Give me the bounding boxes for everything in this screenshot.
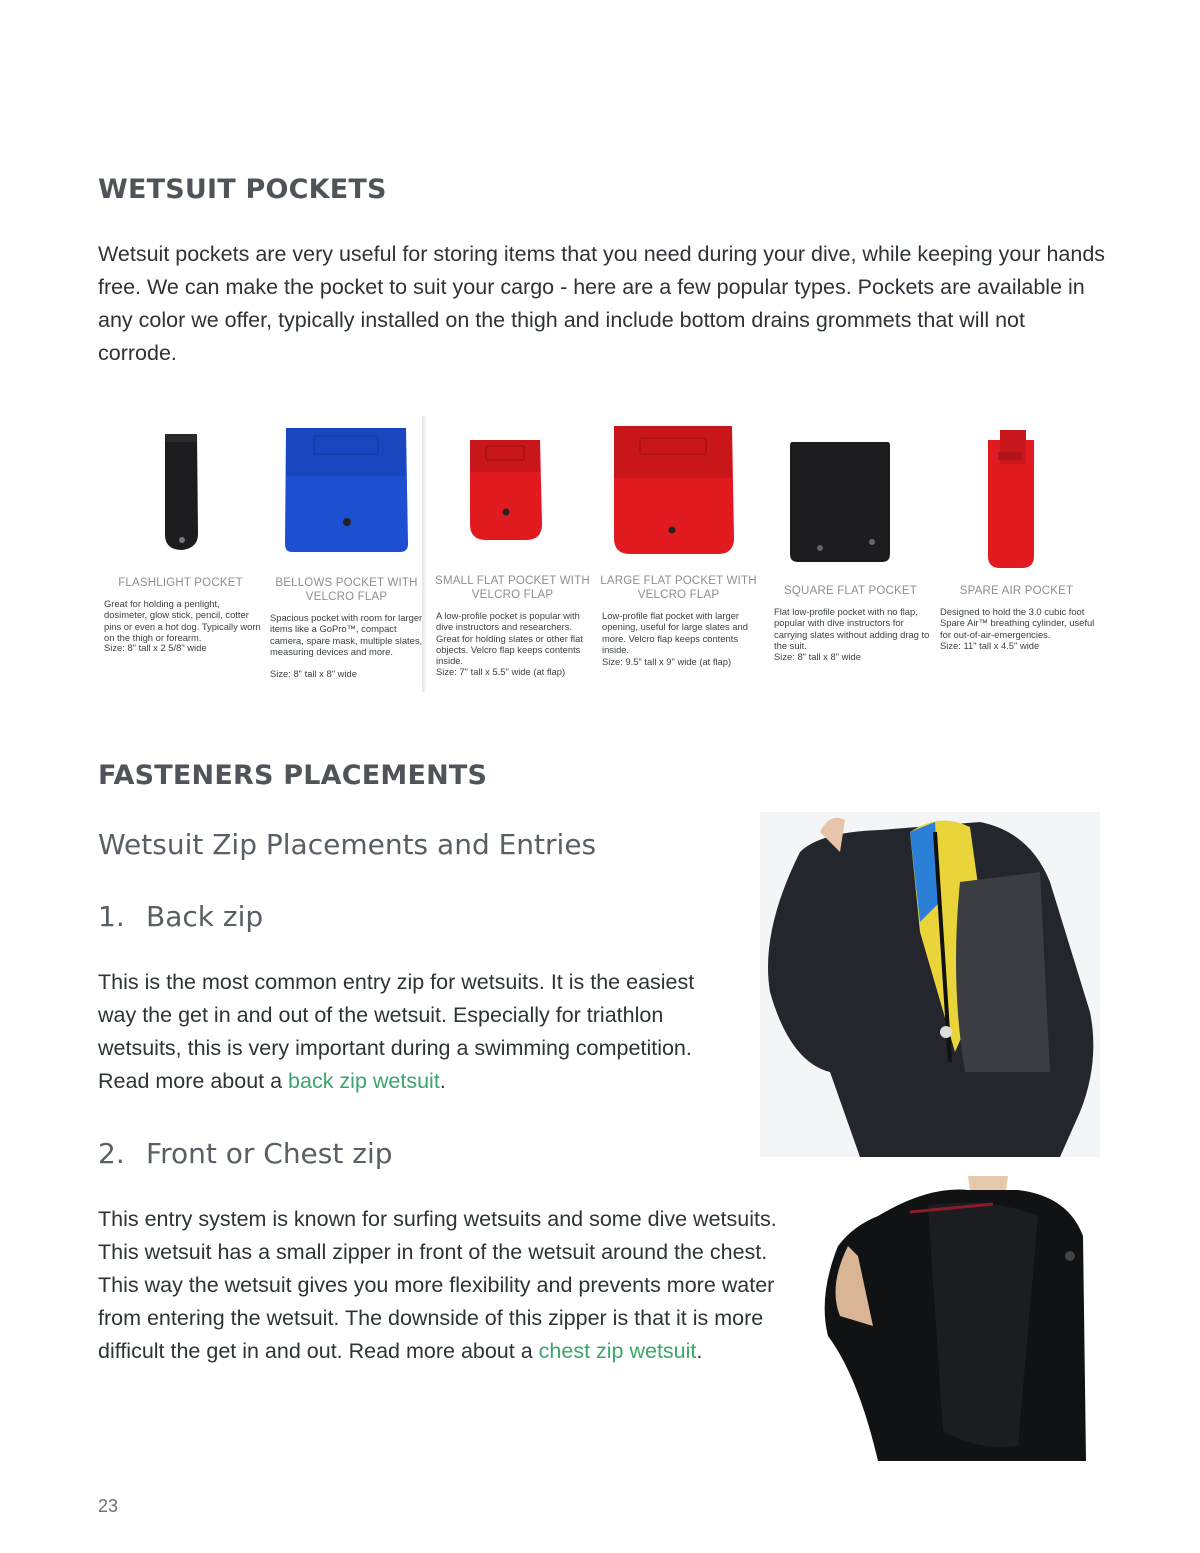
pocket-size: Size: 7" tall x 5.5" wide (at flap)	[436, 666, 566, 677]
pocket-size: Size: 11" tall x 4.5" wide	[940, 640, 1040, 651]
chest-zip-body	[98, 1203, 788, 1368]
bellows-pocket-image	[264, 416, 429, 576]
pocket-description: A low-profile pocket is popular with dive instructors and researchers. Great for holding slates or other flat objects. Velcro flap keeps contents inside.	[436, 610, 583, 667]
pockets-intro: Wetsuit pockets are very useful for storing items that you need during your dive, while keeping your hands free. We can make the pocket to suit your cargo - here are a few popular types. Pockets are available in any color we offer, typically installed on the thigh and include bottom drains grommets that will not corrode.	[98, 242, 1106, 365]
heading-text: Front or Chest zip	[146, 1137, 393, 1170]
pocket-title: LARGE FLAT POCKET WITH VELCRO FLAP	[600, 575, 757, 601]
pocket-title: SMALL FLAT POCKET WITH VELCRO FLAP	[435, 575, 590, 601]
pocket-size: Size: 8" tall x 8" wide	[270, 668, 357, 679]
page-number: 23	[98, 1496, 119, 1516]
body-text: This is the most common entry zip for wetsuits. It is the easiest way the get in and out of the wetsuit. Especially for triathlon wetsuits, this is very important during a swimming competition. Read more about a	[98, 970, 695, 1093]
pocket-title: BELLOWS POCKET WITH VELCRO FLAP	[275, 577, 418, 603]
pocket-card-large-flat	[596, 416, 761, 692]
pocket-size: Size: 8" tall x 2 5/8" wide	[104, 642, 207, 653]
chest-zip-link[interactable]: chest zip wetsuit	[538, 1339, 697, 1363]
pocket-description: Flat low-profile pocket with no flap, popular with dive instructors for carrying slates without adding drag to the suit.	[774, 606, 930, 651]
pocket-description: Low-profile flat pocket with larger opening, useful for large slates and more. Velcro flap keeps contents inside.	[602, 610, 748, 655]
pocket-card-spare-air	[934, 416, 1099, 692]
pocket-size: Size: 8" tall x 8" wide	[774, 651, 861, 662]
back-zip-body	[98, 966, 728, 1098]
zip-placements-subtitle: Wetsuit Zip Placements and Entries	[98, 828, 597, 861]
pocket-card-flashlight	[98, 416, 263, 692]
flashlight-pocket-image	[98, 416, 263, 576]
pocket-card-square-flat	[768, 416, 933, 692]
pocket-description: Spacious pocket with room for larger items like a GoPro™, compact camera, spare mask, multiple slates, measuring devices and more.	[270, 612, 423, 657]
pocket-title: SPARE AIR POCKET	[959, 585, 1074, 597]
chest-zip-heading	[98, 1137, 393, 1170]
small-flat-pocket-image	[430, 416, 595, 576]
section-title-pockets: WETSUIT POCKETS	[98, 174, 387, 205]
pocket-card-bellows	[264, 416, 429, 692]
pocket-title: FLASHLIGHT POCKET	[118, 577, 243, 589]
back-zip-link[interactable]: back zip wetsuit	[288, 1069, 440, 1093]
large-flat-pocket-image	[596, 416, 761, 576]
pocket-size: Size: 9.5" tall x 9" wide (at flap)	[602, 656, 732, 667]
heading-text: Back zip	[146, 900, 264, 933]
body-end: .	[696, 1339, 703, 1363]
list-number: 2.	[98, 1137, 125, 1170]
back-zip-wetsuit-photo	[760, 812, 1100, 1157]
body-text: This entry system is known for surfing wetsuits and some dive wetsuits. This wetsuit has a small zipper in front of the wetsuit around the chest. This way the wetsuit gives you more flexibility and prevents more water from entering the wetsuit. The downside of this zipper is that it is more difficult the get in and out. Read more about a	[98, 1207, 777, 1363]
body-end: .	[439, 1069, 446, 1093]
pocket-title: SQUARE FLAT POCKET	[784, 585, 917, 597]
spare-air-pocket-image	[934, 416, 1099, 576]
pocket-description: Great for holding a penlight, dosimeter, glow stick, pencil, cotter pins or even a hot dog. Typically worn on the thigh or forearm.	[104, 598, 261, 643]
square-flat-pocket-image	[768, 416, 933, 576]
list-number: 1.	[98, 900, 125, 933]
pocket-card-small-flat	[430, 416, 595, 692]
back-zip-heading	[98, 900, 263, 933]
pockets-strip	[98, 416, 1098, 692]
chest-zip-wetsuit-photo	[818, 1176, 1108, 1461]
pocket-description: Designed to hold the 3.0 cubic foot Spare Air™ breathing cylinder, useful for out-of-air-emergencies.	[940, 606, 1095, 640]
section-title-fasteners: FASTENERS PLACEMENTS	[98, 760, 488, 791]
